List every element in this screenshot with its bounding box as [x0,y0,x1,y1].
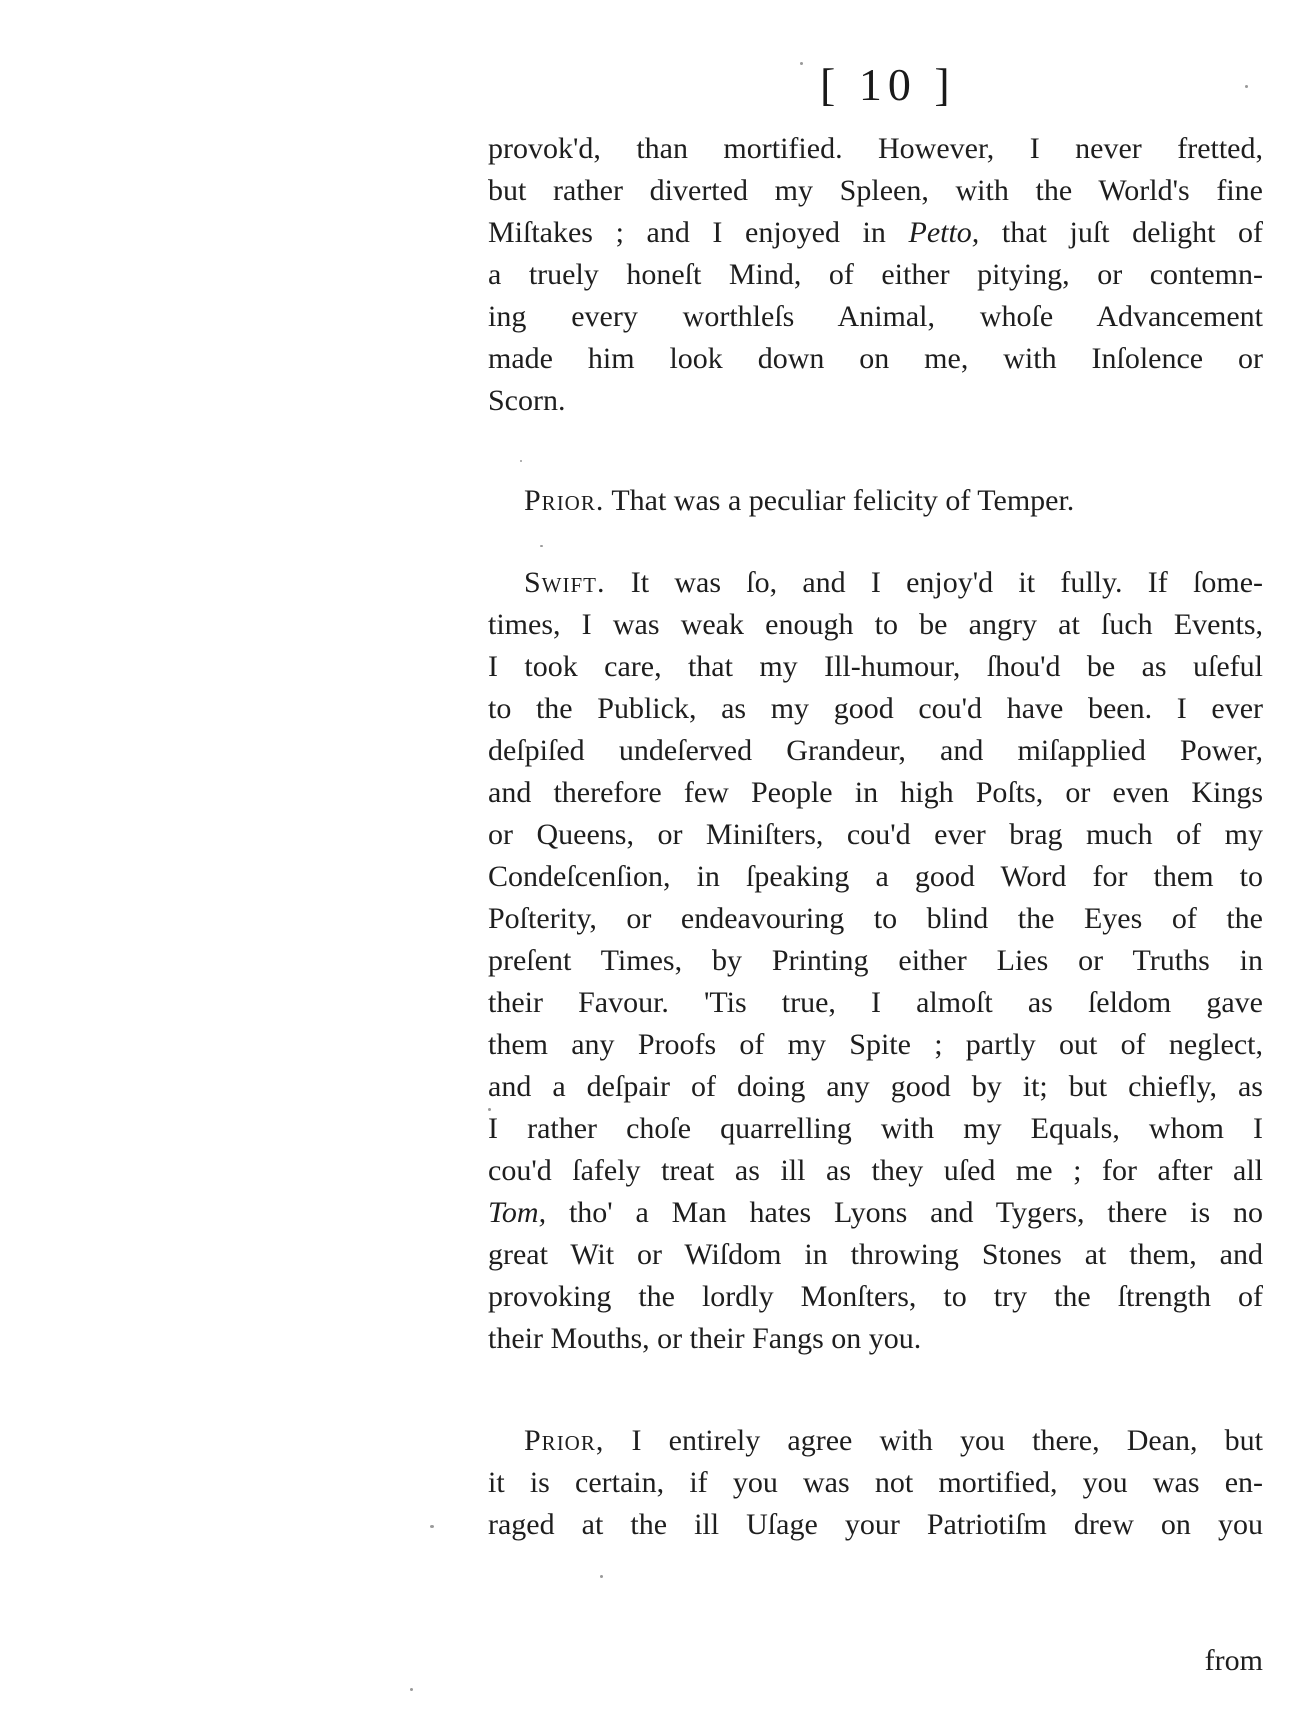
text-line: provoking the lordly Monſters, to try the ſtrength of [488,1280,1263,1313]
text-line: ing every worthleſs Animal, whoſe Advancement [488,300,1263,333]
text-line: but rather diverted my Spleen, with the World's fine [488,174,1263,207]
catchword: from [1204,1644,1263,1677]
scan-speck [488,1108,491,1111]
text-line: provok'd, than mortified. However, I never fretted, [488,132,1263,165]
scan-speck [520,460,522,462]
text-line: or Queens, or Miniſters, cou'd ever brag much of my [488,818,1263,851]
text-line: Poſterity, or endeavouring to blind the Eyes of the [488,902,1263,935]
text-line: a truely honeſt Mind, of either pitying, or contemn- [488,258,1263,291]
italic-word: Petto, [908,216,980,249]
text-line: great Wit or Wiſdom in throwing Stones at them, and [488,1238,1263,1271]
text-fragment: that juſt delight of [979,216,1263,249]
scan-speck [600,1575,603,1578]
text-line: I rather choſe quarrelling with my Equals, whom I [488,1112,1263,1145]
text-line: to the Publick, as my good cou'd have been. I ever [488,692,1263,725]
text-line: Scorn. [488,384,566,417]
scan-speck [800,62,803,65]
page-number: [ 10 ] [820,59,956,110]
dialogue-line [524,480,1263,522]
text-line [488,1192,1263,1234]
text-fragment: tho' a Man hates Lyons and Tygers, there is no [546,1196,1263,1229]
text-line: times, I was weak enough to be angry at ſuch Events, [488,608,1263,641]
scan-speck [410,1688,413,1691]
text-line: cou'd ſafely treat as ill as they uſed me ; for after all [488,1154,1263,1187]
scan-speck [430,1525,434,1528]
text-line: preſent Times, by Printing either Lies or Truths in [488,944,1263,977]
dialogue-line [524,562,1263,604]
scan-speck [1245,85,1248,88]
text-line: I took care, that my Ill-humour, ſhou'd be as uſeful [488,650,1263,683]
dialogue-text: That was a peculiar felicity of Temper. [604,484,1075,517]
dialogue-line [524,1420,1263,1462]
text-line: Condeſcenſion, in ſpeaking a good Word for them to [488,860,1263,893]
italic-word: Tom, [488,1196,547,1229]
text-line: their Favour. 'Tis true, I almoſt as ſeldom gave [488,986,1263,1019]
text-line: made him look down on me, with Inſolence or [488,342,1263,375]
text-line [488,212,1263,254]
scan-speck [540,545,543,547]
dialogue-text: It was ſo, and I enjoy'd it fully. If ſome- [605,566,1263,599]
text-line: and therefore few People in high Poſts, or even Kings [488,776,1263,809]
speaker-name: Prior, [524,1424,605,1457]
speaker-name: Prior. [524,484,605,517]
text-line: it is certain, if you was not mortified, you was en- [488,1466,1263,1499]
text-line: their Mouths, or their Fangs on you. [488,1322,922,1355]
text-fragment: Miſtakes ; and I enjoyed in [488,216,909,249]
text-line: raged at the ill Uſage your Patriotiſm drew on you [488,1508,1263,1541]
text-line: deſpiſed undeſerved Grandeur, and miſapplied Power, [488,734,1263,767]
dialogue-text: I entirely agree with you there, Dean, but [604,1424,1263,1457]
text-line: them any Proofs of my Spite ; partly out of neglect, [488,1028,1263,1061]
speaker-name: Swift. [524,566,606,599]
text-line: and a deſpair of doing any good by it; but chiefly, as [488,1070,1263,1103]
